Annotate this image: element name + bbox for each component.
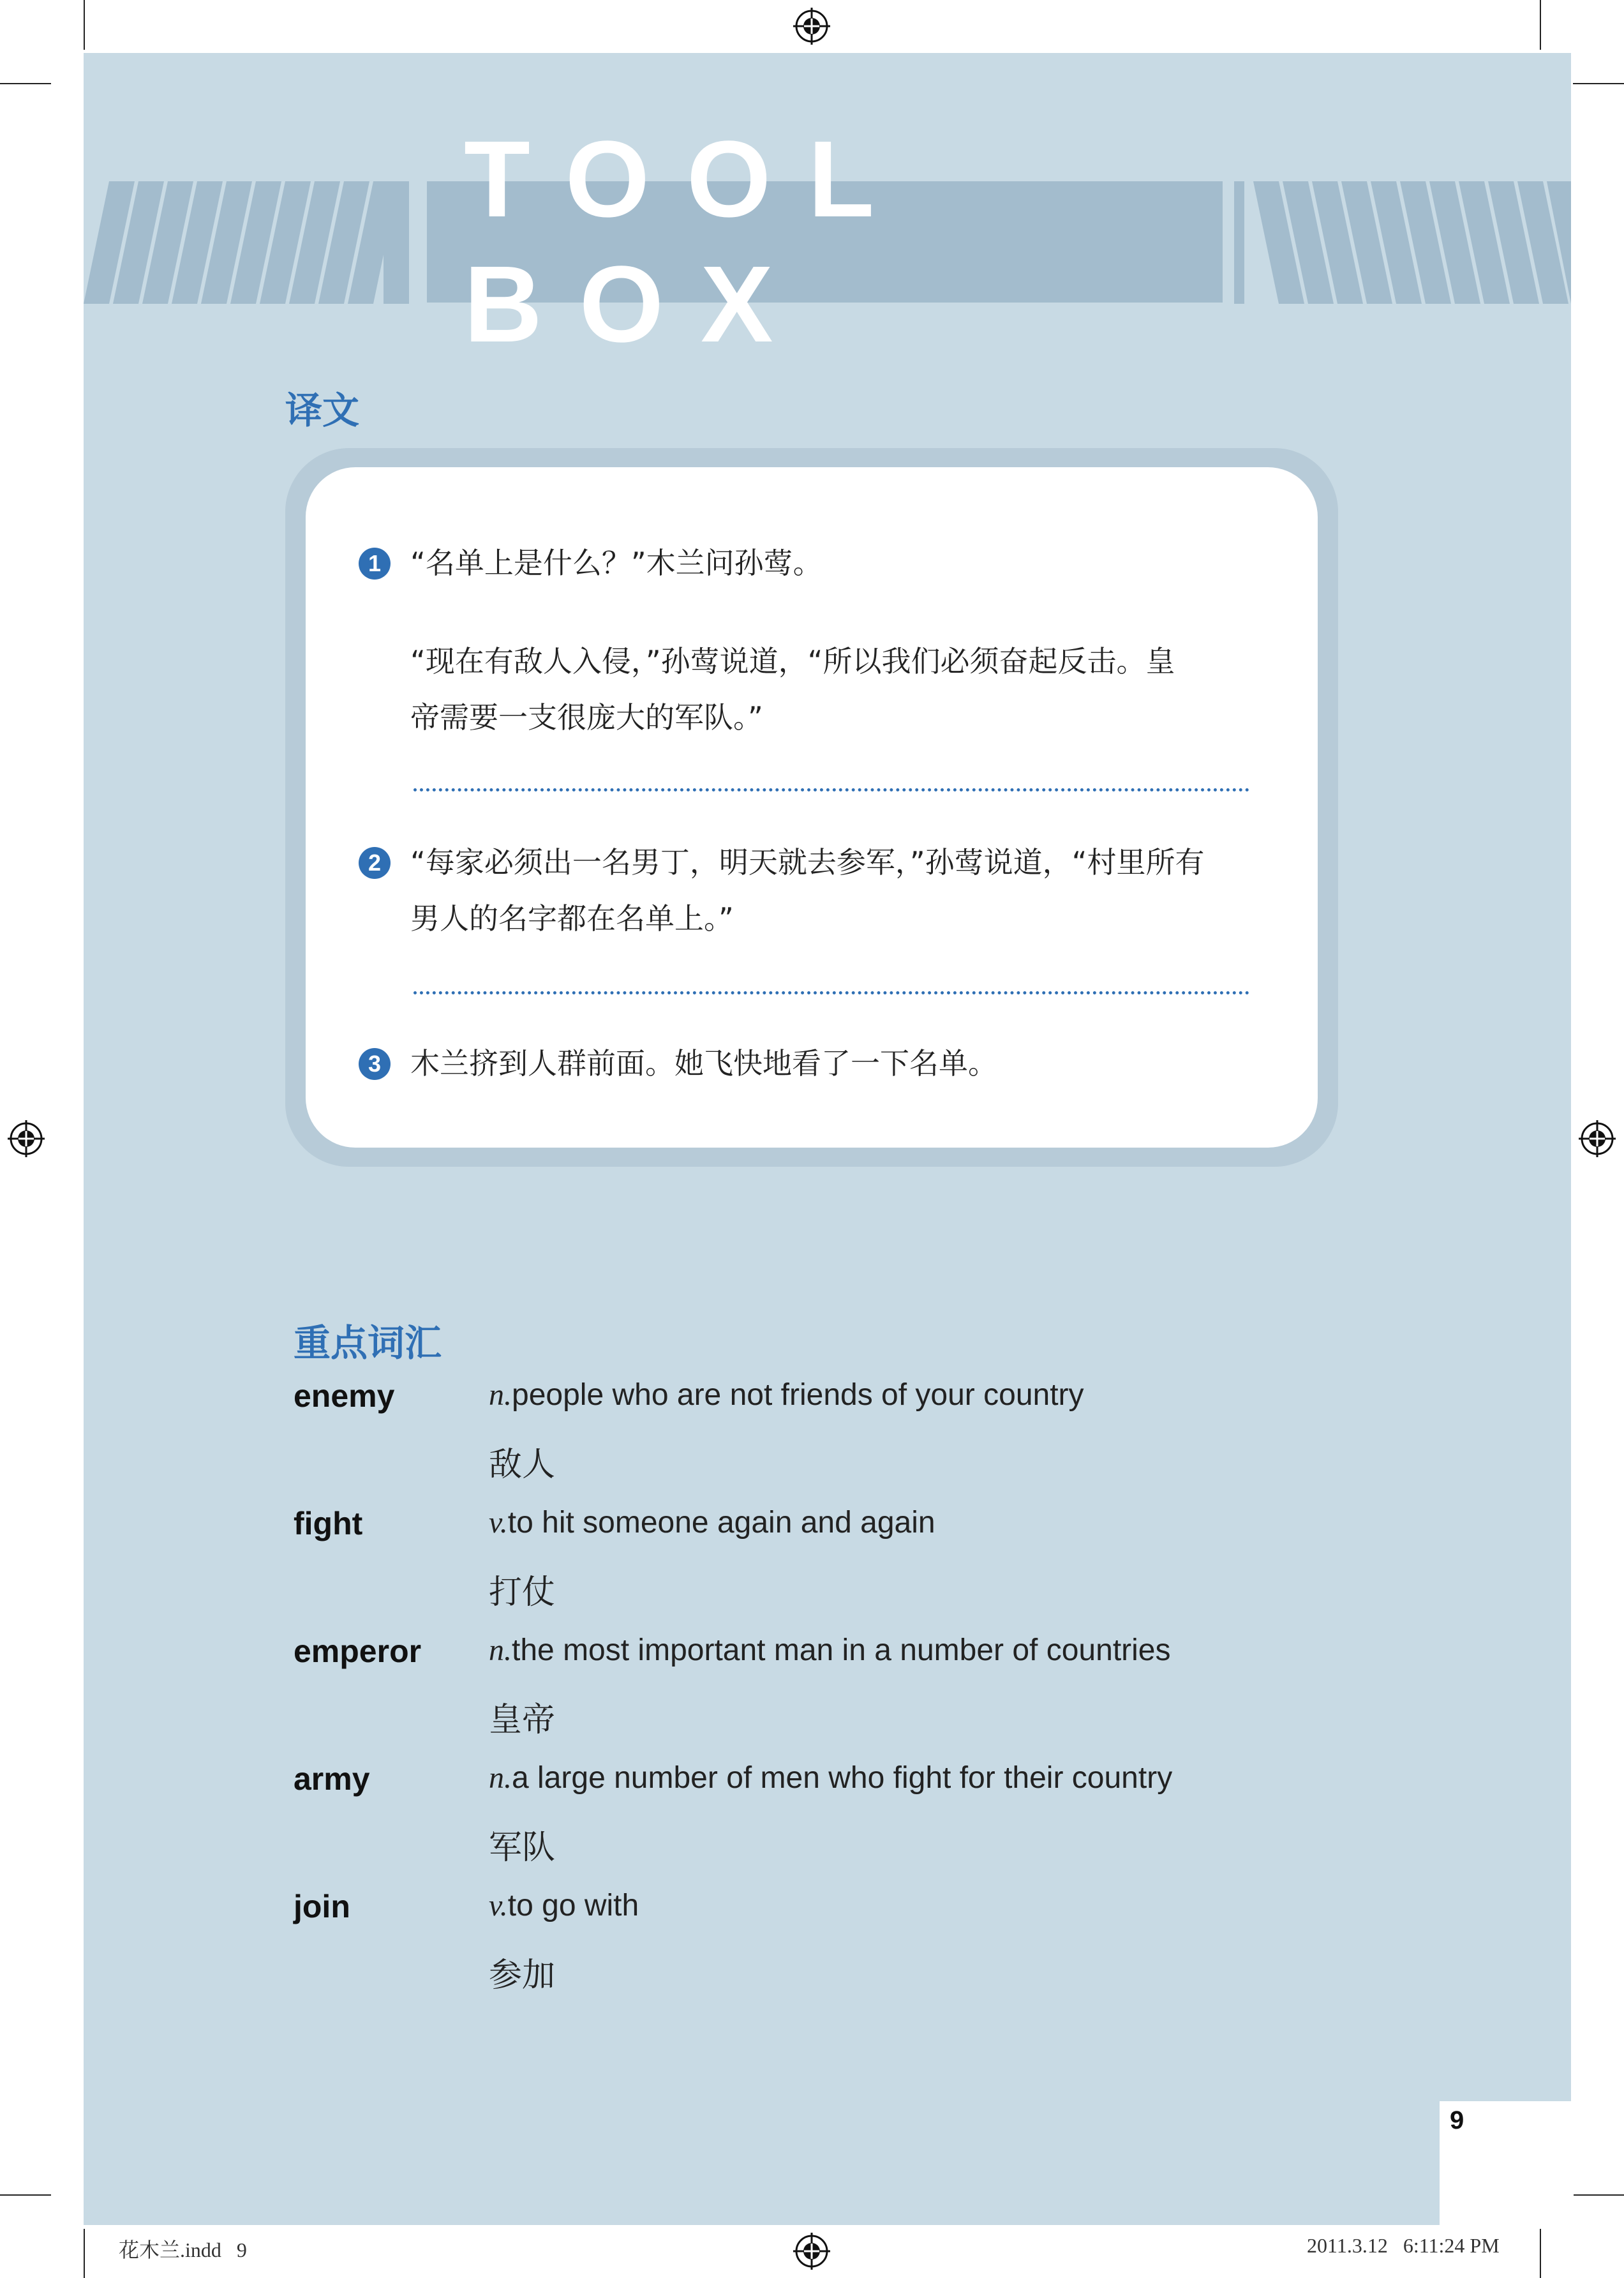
crop-mark	[1540, 0, 1541, 50]
crop-mark	[84, 0, 85, 50]
registration-mark-icon	[793, 8, 830, 45]
crop-mark	[0, 83, 51, 84]
vocab-definition-text: to go with	[507, 1889, 639, 1922]
paragraph-line: “每家必须出一名男丁，明天就去参军，”孙莺说道，“村里所有	[410, 845, 1205, 880]
vocab-definition	[489, 1760, 1172, 1795]
vocab-definition-text: the most important man in a number of countries	[512, 1633, 1171, 1667]
vocab-chinese: 皇帝	[489, 1701, 556, 1739]
paragraph-line: 木兰挤到人群前面。她飞快地看了一下名单。	[410, 1046, 997, 1081]
crop-mark	[1573, 83, 1624, 84]
timestamp-slug: 2011.3.12 6:11:24 PM	[1307, 2234, 1500, 2257]
translation-paragraph	[410, 834, 1265, 947]
vocab-word: emperor	[294, 1633, 422, 1669]
vocab-word: army	[294, 1761, 370, 1797]
number-3-icon: 3	[359, 1048, 391, 1080]
vocab-part-of-speech: n.	[489, 1378, 512, 1412]
banner-title: TOOL BOX	[464, 119, 910, 365]
paragraph-line: “现在有敌人入侵，”孙莺说道，“所以我们必须奋起反击。皇	[410, 644, 1175, 678]
registration-mark-icon	[1579, 1120, 1616, 1157]
file-name-slug: 花木兰.indd 9	[119, 2238, 247, 2261]
vocab-definition-text: to hit someone again and again	[507, 1506, 935, 1540]
dotted-divider	[413, 788, 1249, 791]
dotted-divider	[413, 991, 1249, 994]
vocabulary-heading: 重点词汇	[294, 1321, 442, 1365]
vocab-definition	[489, 1888, 639, 1923]
registration-mark-icon	[8, 1120, 45, 1157]
vocab-chinese: 敌人	[489, 1446, 556, 1484]
vocab-definition	[489, 1377, 1084, 1413]
paragraph-line: “名单上是什么？”木兰问孙莺。	[410, 546, 823, 580]
number-2-icon: 2	[359, 847, 391, 879]
vocab-definition	[489, 1505, 935, 1540]
banner-title-box	[427, 119, 1223, 365]
translation-paragraph	[410, 633, 1265, 746]
translation-paragraph	[410, 1035, 1265, 1091]
vocab-part-of-speech: v.	[489, 1889, 508, 1922]
crop-mark	[84, 2229, 85, 2278]
translation-heading: 译文	[285, 389, 360, 432]
vocab-word: fight	[294, 1506, 363, 1541]
vocab-chinese: 打仗	[489, 1573, 556, 1612]
vocab-word: join	[294, 1889, 350, 1924]
vocab-chinese: 军队	[489, 1829, 556, 1867]
vocab-chinese: 参加	[489, 1956, 556, 1995]
vocab-word: enemy	[294, 1378, 395, 1414]
number-1-icon: 1	[359, 548, 391, 580]
banner-stripes-left	[84, 181, 415, 304]
vocab-part-of-speech: n.	[489, 1761, 512, 1795]
registration-mark-icon	[793, 2233, 830, 2270]
crop-mark	[1573, 2194, 1624, 2196]
paragraph-line: 男人的名字都在名单上。”	[410, 901, 734, 936]
crop-mark	[1540, 2229, 1541, 2278]
vocab-part-of-speech: n.	[489, 1633, 512, 1667]
vocab-part-of-speech: v.	[489, 1506, 508, 1540]
page-number: 9	[1450, 2106, 1464, 2134]
paragraph-line: 帝需要一支很庞大的军队。”	[410, 700, 763, 735]
vocab-definition	[489, 1633, 1171, 1668]
crop-mark	[0, 2194, 51, 2196]
translation-paragraph	[410, 535, 1265, 591]
vocab-definition-text: people who are not friends of your country	[512, 1378, 1084, 1412]
banner-stripes-right	[1234, 181, 1571, 304]
vocab-definition-text: a large number of men who fight for their country	[512, 1761, 1173, 1795]
